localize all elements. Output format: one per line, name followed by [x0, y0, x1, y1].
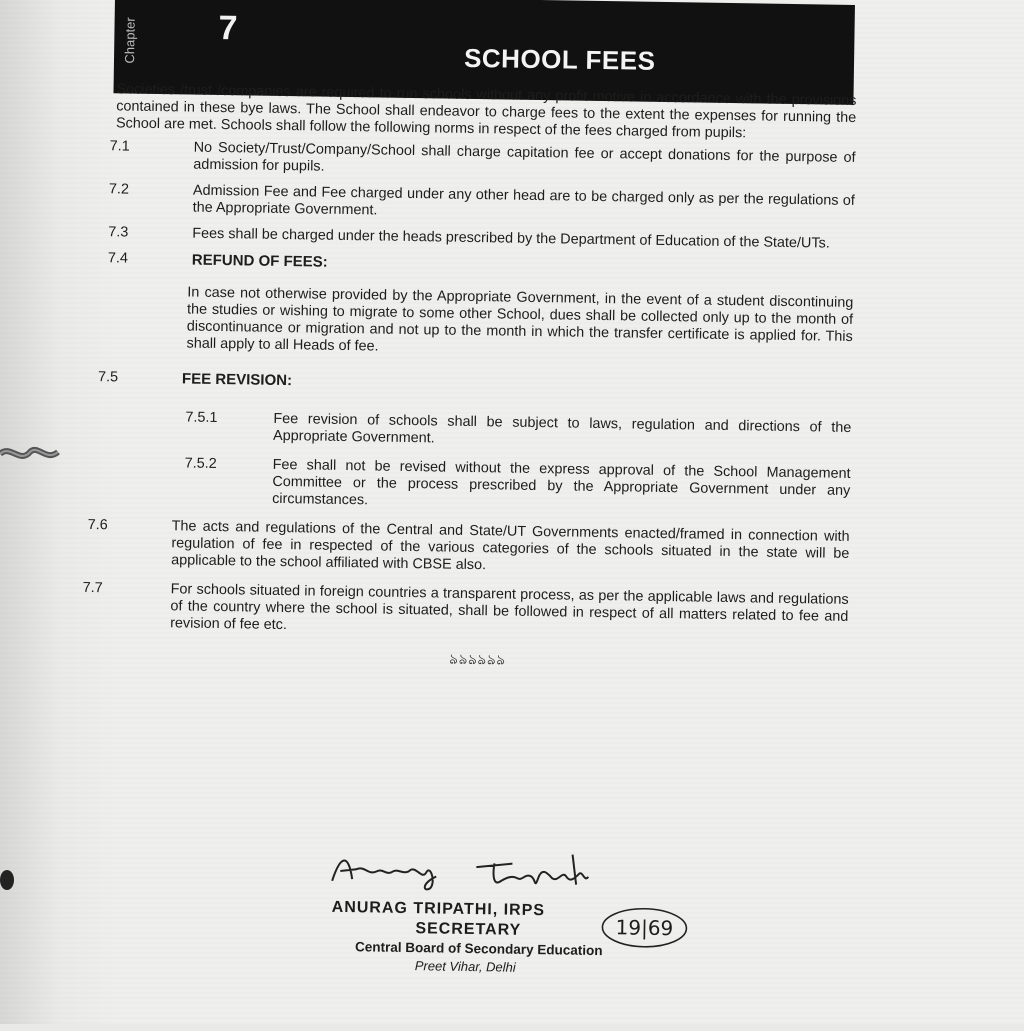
chapter-number: 7: [218, 8, 238, 48]
handwritten-signature: [326, 845, 647, 900]
signature-block: [294, 844, 716, 1001]
binder-ring-icon: [0, 444, 60, 464]
clause-7-5-2: [184, 455, 851, 516]
section-heading-refund: REFUND OF FEES:: [191, 251, 328, 271]
clause-7-7: [82, 579, 849, 643]
chapter-title: SCHOOL FEES: [463, 42, 656, 76]
punch-hole: [0, 870, 14, 890]
binder-ring: [0, 444, 60, 464]
clause-7-2: [108, 181, 856, 227]
signatory-role: SECRETARY: [415, 920, 522, 939]
clause-text: No Society/Trust/Company/School shall charge capitation fee or accept donations for the purpose of admission for pupils.: [193, 139, 856, 175]
section-heading-fee-revision: FEE REVISION:: [181, 370, 293, 390]
clause-number: 7.3: [108, 224, 129, 241]
signatory-location: Preet Vihar, Delhi: [414, 958, 516, 975]
clause-number: 7.1: [109, 138, 130, 155]
decorative-flourish: ঌঌঌঌঌঌ: [449, 650, 507, 668]
handwritten-page-number: 19|69: [615, 915, 674, 941]
clause-number: 7.6: [87, 516, 108, 534]
document-body: [82, 81, 857, 674]
clause-number: 7.5: [97, 369, 119, 386]
clause-text: The acts and regulations of the Central and State/UT Governments enacted/framed in connection with regulation of fee in respected of the various categories of the schools situated in the state will be applicable to the school affiliated with CBSE also.: [171, 518, 850, 574]
clause-number: 7.2: [108, 181, 130, 198]
signatory-name: ANURAG TRIPATHI, IRPS: [331, 898, 546, 920]
clause-7-3: [108, 224, 854, 253]
sub-clause-number: 7.5.2: [184, 455, 217, 472]
clause-number: 7.7: [82, 579, 103, 597]
sub-clause-number: 7.5.1: [185, 409, 218, 426]
refund-paragraph: In case not otherwise provided by the Appropriate Government, in the event of a student discontinuing the studies or wishing to migrate to some other School, dues shall be collected only up to the month of discontinuance or migration and not up to the month in which the transfer certificate is applied for. This shall apply to all Heads of fee.: [186, 284, 854, 355]
sub-clause-text: Fee shall not be revised without the express approval of the School Management Committee or the process prescribed by the Appropriate Government under any circumstances.: [272, 456, 851, 509]
clause-7-5-1: [185, 409, 851, 453]
clause-text: Fees shall be charged under the heads prescribed by the Department of Education of the State/UTs.: [192, 225, 830, 252]
document-page: [54, 0, 1010, 1031]
clause-7-4: [107, 250, 854, 363]
chapter-label: Chapter: [121, 17, 138, 64]
clause-text: For schools situated in foreign countries a transparent process, as per the applicable laws and regulations of the country where the school is situated, shall be followed in respect of all matters related to fee and revision of fee etc.: [170, 581, 849, 634]
clause-7-6: [87, 516, 850, 580]
sub-clause-text: Fee revision of schools shall be subject to laws, regulation and directions of the Appropriate Government.: [272, 410, 852, 447]
clause-text: Admission Fee and Fee charged under any other head are to be charged only as per the regulations of the Appropriate Government.: [192, 182, 856, 219]
signatory-organization: Central Board of Secondary Education: [354, 939, 603, 959]
clause-7-5: [97, 369, 852, 517]
intro-paragraph: Societies /trust /companies are required to run schools without any profit motive in accordance with the provisions contained in these bye laws. The School shall endeavor to charge fees to the extent the expenses for running the School are met. Schools shall follow the following norms in respect of the fees charged from pupils:: [115, 81, 857, 142]
clause-7-1: [109, 138, 856, 184]
clause-number: 7.4: [107, 250, 129, 267]
